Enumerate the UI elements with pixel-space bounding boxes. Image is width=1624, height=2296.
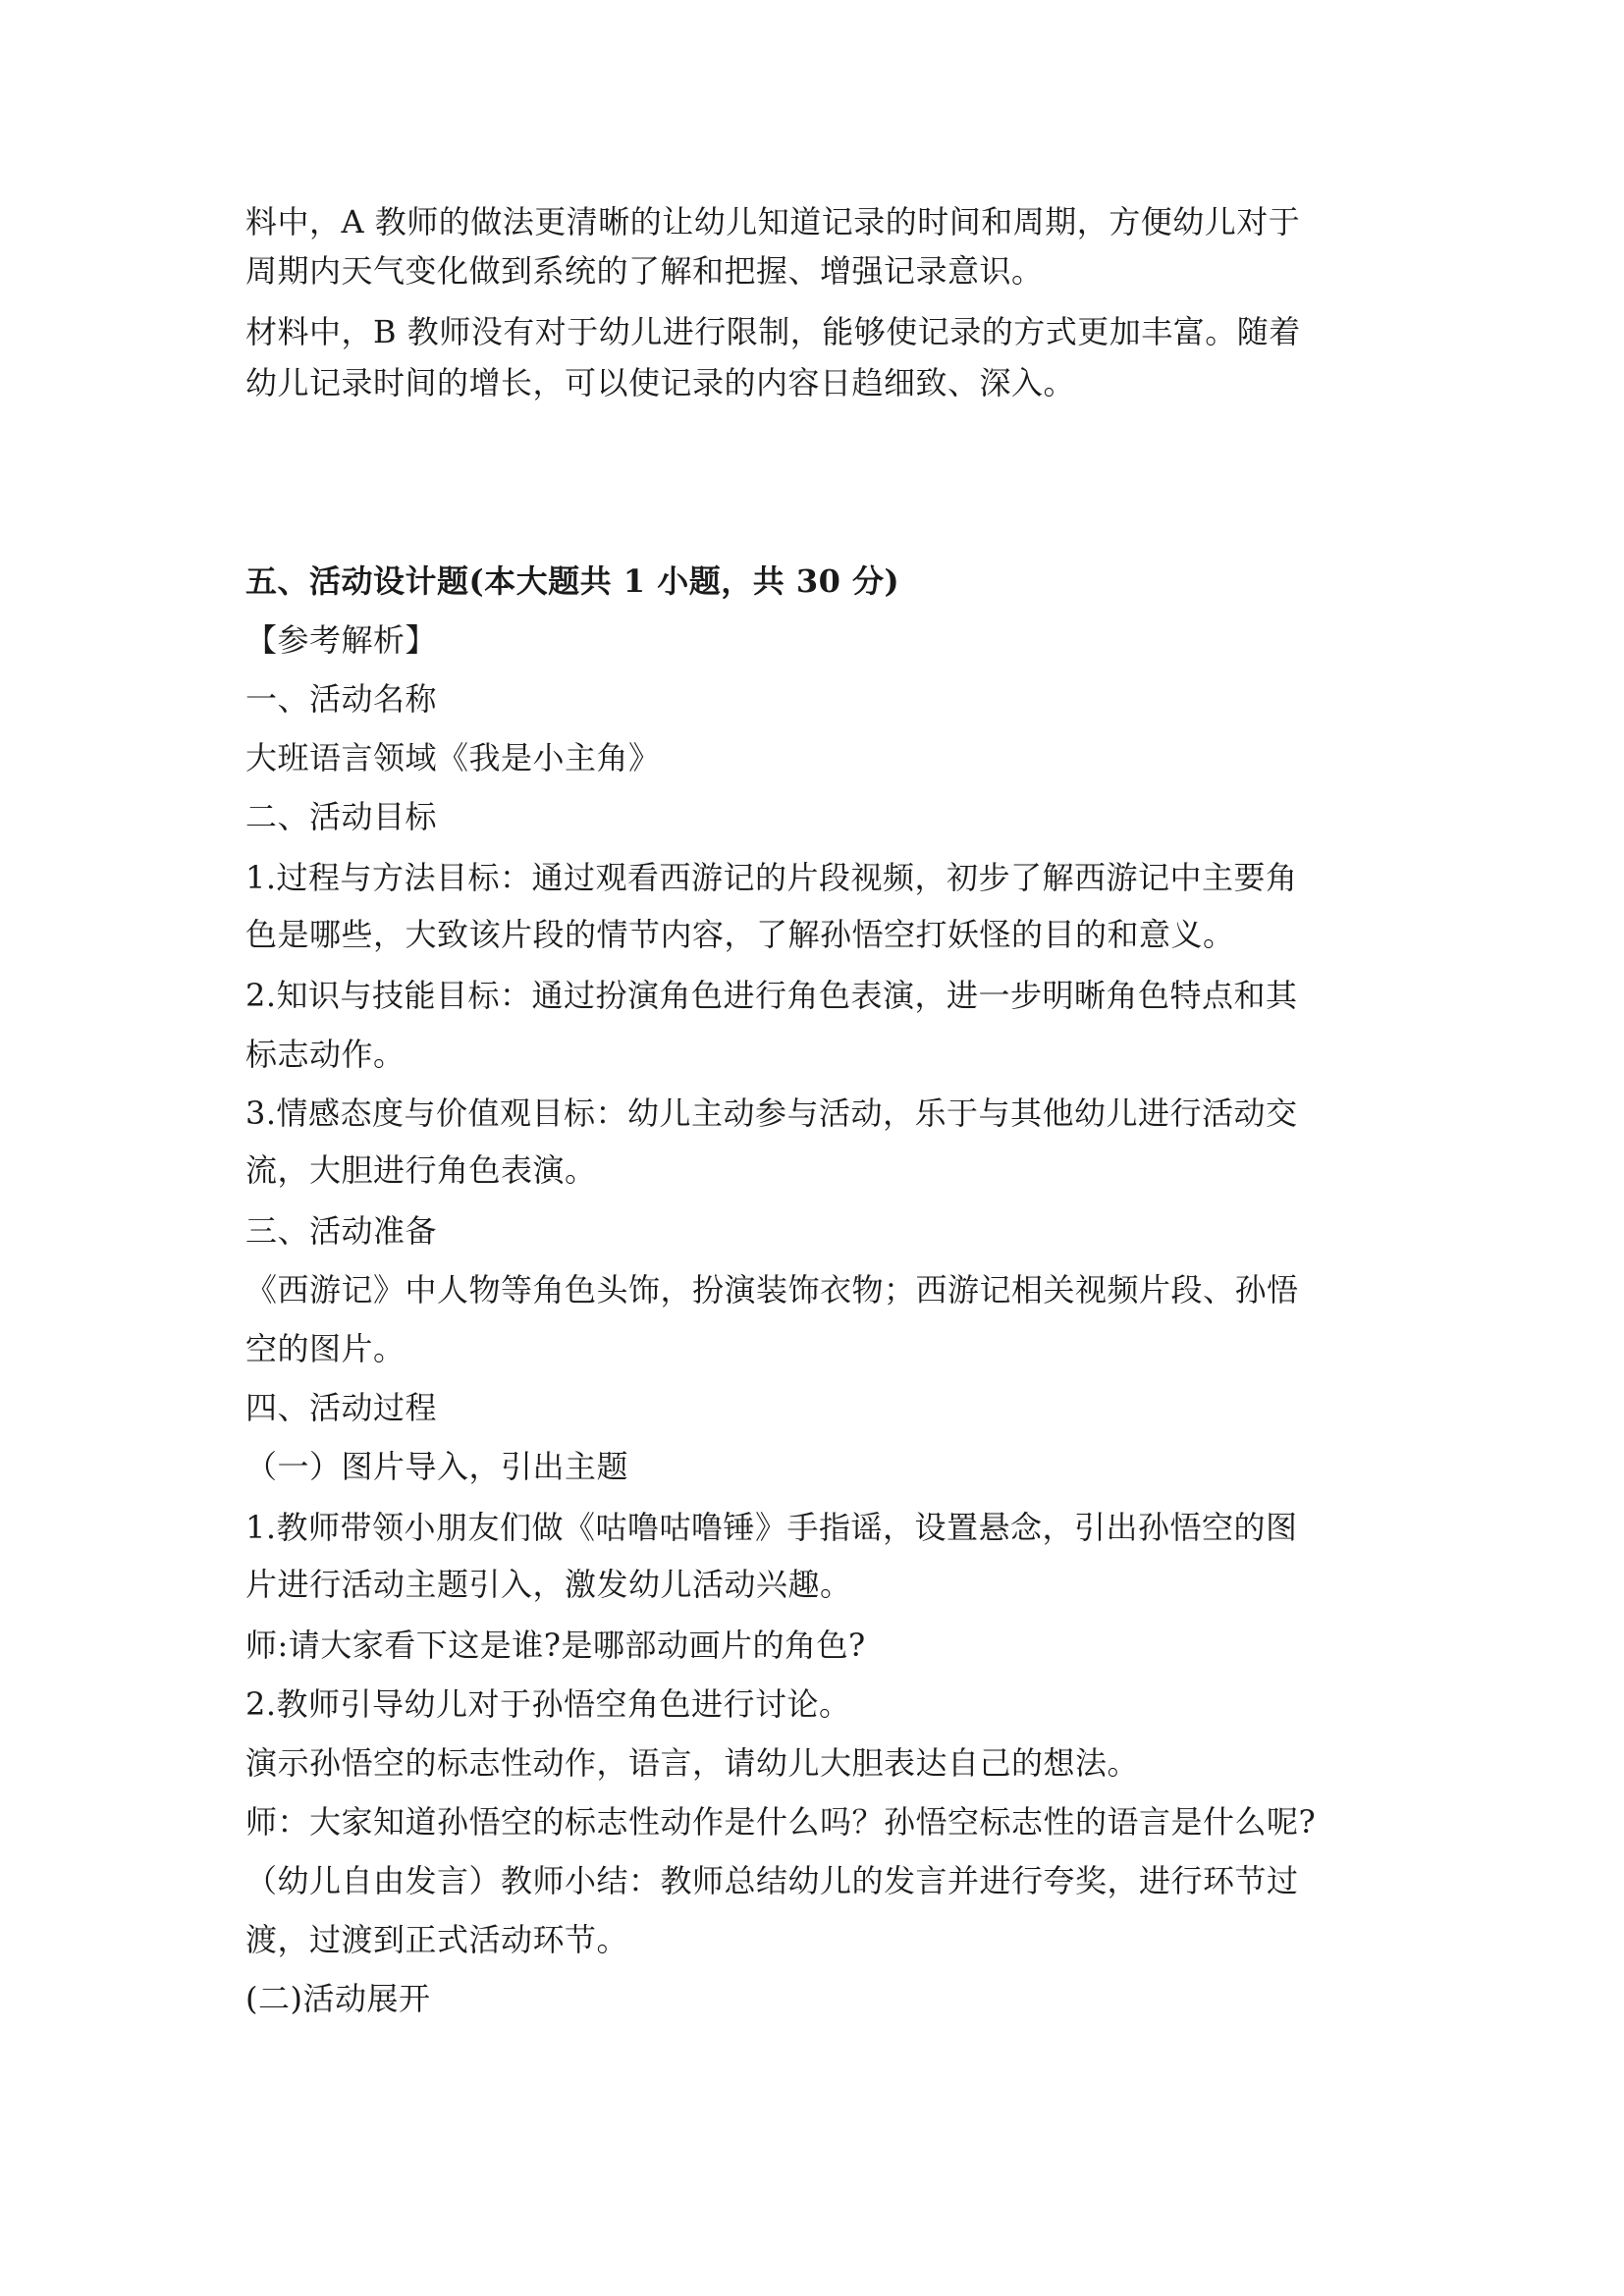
paragraph-line: 料中，A 教师的做法更清晰的让幼儿知道记录的时间和周期，方便幼儿对于 bbox=[245, 203, 1301, 240]
demo-line: 演示孙悟空的标志性动作，语言，请幼儿大胆表达自己的想法。 bbox=[245, 1744, 1140, 1782]
step-item-line: 片进行活动主题引入，激发幼儿活动兴趣。 bbox=[245, 1566, 852, 1603]
paragraph-line: 周期内天气变化做到系统的了解和把握、增强记录意识。 bbox=[245, 252, 1044, 290]
prep-title: 三、活动准备 bbox=[245, 1212, 438, 1250]
paragraph-line: 材料中，B 教师没有对于幼儿进行限制，能够使记录的方式更加丰富。随着 bbox=[245, 313, 1301, 350]
reference-label: 【参考解析】 bbox=[245, 621, 438, 659]
summary-line: （幼儿自由发言）教师小结：教师总结幼儿的发言并进行夸奖，进行环节过 bbox=[245, 1862, 1299, 1899]
step-title: （一）图片导入，引出主题 bbox=[245, 1448, 629, 1485]
goal-line: 标志动作。 bbox=[245, 1036, 406, 1073]
section-heading: 五、活动设计题(本大题共 1 小题，共 30 分) bbox=[245, 562, 900, 600]
prep-line: 空的图片。 bbox=[245, 1330, 406, 1367]
goal-line: 色是哪些，大致该片段的情节内容，了解孙悟空打妖怪的目的和意义。 bbox=[245, 916, 1235, 953]
goal-line: 流，大胆进行角色表演。 bbox=[245, 1151, 597, 1189]
goals-title: 二、活动目标 bbox=[245, 798, 438, 835]
goal-line: 1.过程与方法目标：通过观看西游记的片段视频，初步了解西游记中主要角 bbox=[245, 859, 1298, 896]
activity-name-title: 一、活动名称 bbox=[245, 680, 438, 718]
paragraph-line: 幼儿记录时间的增长，可以使记录的内容日趋细致、深入。 bbox=[245, 364, 1076, 401]
goal-line: 2.知识与技能目标：通过扮演角色进行角色表演，进一步明晰角色特点和其 bbox=[245, 977, 1298, 1014]
activity-name: 大班语言领域《我是小主角》 bbox=[245, 739, 661, 776]
prep-line: 《西游记》中人物等角色头饰，扮演装饰衣物；西游记相关视频片段、孙悟 bbox=[245, 1271, 1299, 1308]
summary-line: 渡，过渡到正式活动环节。 bbox=[245, 1921, 629, 1958]
step-item-line: 1.教师带领小朋友们做《咕噜咕噜锤》手指谣，设置悬念，引出孙悟空的图 bbox=[245, 1509, 1298, 1546]
process-title: 四、活动过程 bbox=[245, 1389, 438, 1426]
goal-line: 3.情感态度与价值观目标：幼儿主动参与活动，乐于与其他幼儿进行活动交 bbox=[245, 1095, 1298, 1132]
step-item-line: 2.教师引导幼儿对于孙悟空角色进行讨论。 bbox=[245, 1685, 851, 1723]
teacher-question: 师：大家知道孙悟空的标志性动作是什么吗？孙悟空标志性的语言是什么呢? bbox=[245, 1803, 1317, 1841]
teacher-question: 师:请大家看下这是谁?是哪部动画片的角色? bbox=[245, 1627, 866, 1664]
step-title: (二)活动展开 bbox=[245, 1980, 431, 2017]
